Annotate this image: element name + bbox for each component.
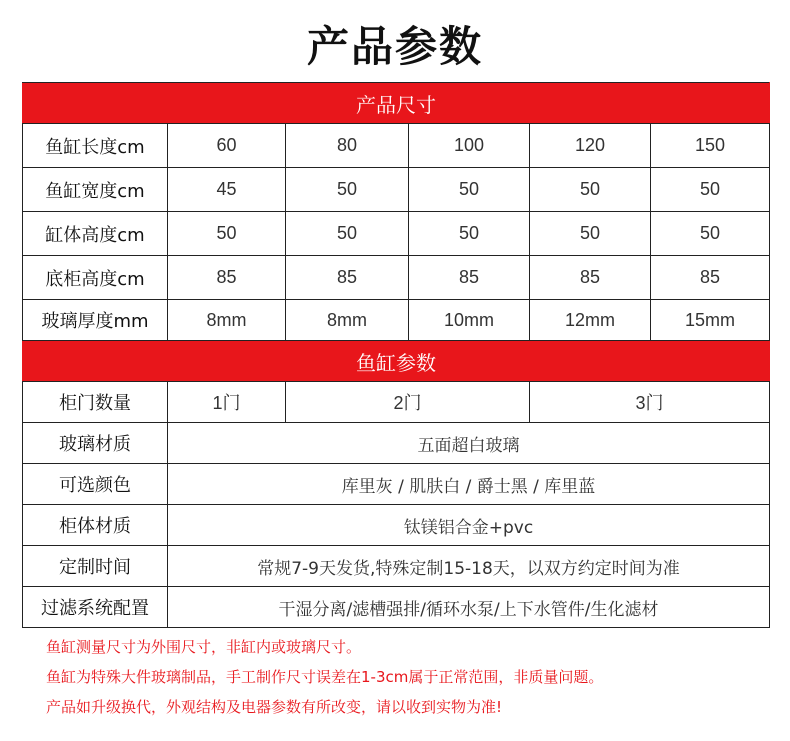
row-label: 底柜高度cm (23, 256, 168, 300)
cell-value: 钛镁铝合金+pvc (168, 505, 770, 546)
size-section-header: 产品尺寸 (23, 83, 770, 124)
table-row (23, 212, 770, 256)
row-label: 过滤系统配置 (23, 587, 168, 628)
cell-value: 120 (530, 124, 651, 168)
cell-value: 50 (286, 168, 409, 212)
row-label: 缸体高度cm (23, 212, 168, 256)
cell-value: 50 (409, 212, 530, 256)
row-label: 柜门数量 (23, 382, 168, 423)
cell-value: 50 (409, 168, 530, 212)
cell-value: 150 (651, 124, 770, 168)
row-label: 可选颜色 (23, 464, 168, 505)
table-row (23, 382, 770, 423)
spec-table (22, 82, 770, 628)
cell-value: 85 (286, 256, 409, 300)
row-label: 鱼缸长度cm (23, 124, 168, 168)
table-row (23, 464, 770, 505)
page-title: 产品参数 (306, 22, 483, 71)
note-line: 鱼缸测量尺寸为外围尺寸，非缸内或玻璃尺寸。 (46, 638, 362, 656)
cell-value: 2门 (286, 382, 530, 423)
cell-value: 80 (286, 124, 409, 168)
cell-value: 1门 (168, 382, 286, 423)
cell-value: 50 (651, 212, 770, 256)
row-label: 定制时间 (23, 546, 168, 587)
cell-value: 五面超白玻璃 (168, 423, 770, 464)
table-row (23, 546, 770, 587)
cell-value: 85 (168, 256, 286, 300)
note-line: 鱼缸为特殊大件玻璃制品，手工制作尺寸误差在1-3cm属于正常范围，非质量问题。 (46, 668, 604, 686)
cell-value: 15mm (651, 300, 770, 341)
cell-value: 50 (530, 212, 651, 256)
row-label: 鱼缸宽度cm (23, 168, 168, 212)
cell-value: 50 (530, 168, 651, 212)
cell-value: 50 (651, 168, 770, 212)
notes-block (46, 632, 766, 722)
cell-value: 45 (168, 168, 286, 212)
cell-value: 干湿分离/滤槽强排/循环水泵/上下水管件/生化滤材 (168, 587, 770, 628)
cell-value: 8mm (168, 300, 286, 341)
table-row (23, 587, 770, 628)
table-row (23, 168, 770, 212)
cell-value: 12mm (530, 300, 651, 341)
cell-value: 85 (530, 256, 651, 300)
note-line: 产品如升级换代，外观结构及电器参数有所改变，请以收到实物为准! (46, 698, 503, 716)
cell-value: 3门 (530, 382, 770, 423)
tank-section-header: 鱼缸参数 (23, 341, 770, 382)
table-row (23, 256, 770, 300)
cell-value: 50 (168, 212, 286, 256)
cell-value: 60 (168, 124, 286, 168)
table-row (23, 423, 770, 464)
row-label: 玻璃材质 (23, 423, 168, 464)
table-row (23, 300, 770, 341)
row-label: 玻璃厚度mm (23, 300, 168, 341)
cell-value: 8mm (286, 300, 409, 341)
table-row (23, 124, 770, 168)
cell-value: 常规7-9天发货,特殊定制15-18天，以双方约定时间为准 (168, 546, 770, 587)
cell-value: 库里灰 / 肌肤白 / 爵士黑 / 库里蓝 (168, 464, 770, 505)
cell-value: 100 (409, 124, 530, 168)
table-row (23, 505, 770, 546)
cell-value: 85 (651, 256, 770, 300)
row-label: 柜体材质 (23, 505, 168, 546)
cell-value: 50 (286, 212, 409, 256)
cell-value: 85 (409, 256, 530, 300)
cell-value: 10mm (409, 300, 530, 341)
